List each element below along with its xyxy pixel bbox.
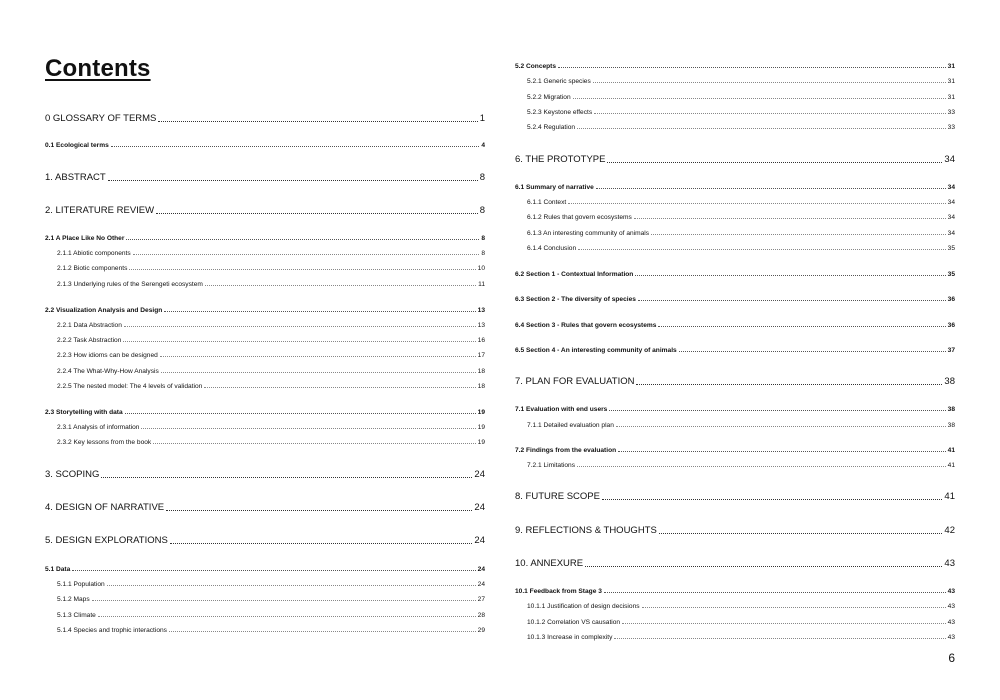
toc-entry-label: 5. DESIGN EXPLORATIONS: [45, 535, 168, 546]
toc-entry-label: 2. LITERATURE REVIEW: [45, 205, 155, 216]
toc-entry-label: 5.2.2 Migration: [527, 94, 571, 101]
toc-entry-page: 43: [947, 588, 955, 595]
dot-leader: [101, 477, 472, 478]
toc-entry-label: 5.1.1 Population: [57, 581, 105, 588]
dot-leader: [607, 162, 942, 163]
toc-entry[interactable]: [515, 376, 955, 387]
toc-entry[interactable]: [515, 525, 955, 536]
dot-leader: [153, 443, 475, 444]
toc-entry-label: 6.1.4 Conclusion: [527, 245, 577, 252]
toc-entry[interactable]: [515, 63, 955, 70]
toc-entry-page: 4: [481, 142, 485, 149]
dot-leader: [158, 121, 477, 122]
toc-entry[interactable]: [45, 581, 485, 588]
toc-entry-label: 2.3 Storytelling with data: [45, 409, 123, 416]
toc-entry-page: 33: [947, 124, 955, 131]
dot-leader: [609, 410, 945, 411]
dot-leader: [573, 98, 946, 99]
toc-entry-label: 2.2.3 How idioms can be designed: [57, 352, 158, 359]
dot-leader: [72, 570, 475, 571]
toc-entry[interactable]: [45, 424, 485, 431]
dot-leader: [578, 249, 946, 250]
dot-leader: [558, 67, 946, 68]
toc-entry-label: 10.1 Feedback from Stage 3: [515, 588, 602, 595]
toc-entry[interactable]: [515, 462, 955, 469]
toc-entry[interactable]: [45, 439, 485, 446]
toc-entry[interactable]: [45, 205, 485, 216]
toc-entry[interactable]: [45, 172, 485, 183]
toc-entry-label: 5.1.4 Species and trophic interactions: [57, 627, 167, 634]
toc-entry-page: 8: [481, 235, 485, 242]
toc-entry-page: 16: [477, 337, 485, 344]
toc-entry-label: 2.2.4 The What-Why-How Analysis: [57, 368, 159, 375]
toc-entry[interactable]: [515, 184, 955, 191]
toc-entry-label: 2.1 A Place Like No Other: [45, 235, 125, 242]
dot-leader: [204, 387, 475, 388]
toc-entry[interactable]: [515, 619, 955, 626]
dot-leader: [161, 372, 476, 373]
toc-entry-page: 43: [947, 603, 955, 610]
toc-entry-label: 5.2.1 Generic species: [527, 78, 591, 85]
toc-entry-page: 18: [477, 368, 485, 375]
toc-entry[interactable]: [515, 491, 955, 502]
toc-entry-page: 34: [947, 214, 955, 221]
toc-entry-label: 5.2 Concepts: [515, 63, 557, 70]
dot-leader: [614, 638, 945, 639]
toc-entry[interactable]: [45, 352, 485, 359]
toc-entry-label: 2.1.2 Biotic components: [57, 265, 128, 272]
toc-entry[interactable]: [45, 409, 485, 416]
toc-entry-label: 7.2.1 Limitations: [527, 462, 576, 469]
toc-entry-page: 35: [947, 271, 955, 278]
dot-leader: [156, 213, 478, 214]
dot-leader: [169, 631, 476, 632]
toc-entry-label: 8. FUTURE SCOPE: [515, 491, 600, 502]
toc-entry-page: 34: [947, 184, 955, 191]
toc-entry-page: 1: [479, 113, 485, 124]
dot-leader: [604, 592, 946, 593]
toc-entry[interactable]: [515, 447, 955, 454]
dot-leader: [124, 326, 476, 327]
toc-entry[interactable]: [45, 368, 485, 375]
toc-entry[interactable]: [45, 469, 485, 480]
toc-entry-page: 10: [477, 265, 485, 272]
dot-leader: [679, 351, 946, 352]
toc-entry[interactable]: [45, 627, 485, 634]
toc-entry[interactable]: [45, 383, 485, 390]
dot-leader: [141, 428, 475, 429]
toc-entry-page: 24: [474, 535, 485, 546]
toc-entry-page: 8: [479, 205, 485, 216]
toc-entry-label: 6. THE PROTOTYPE: [515, 154, 606, 165]
dot-leader: [642, 607, 946, 608]
toc-entry-label: 5.1 Data: [45, 566, 71, 573]
dot-leader: [651, 234, 946, 235]
dot-leader: [133, 254, 480, 255]
toc-entry-label: 6.3 Section 2 - The diversity of species: [515, 296, 636, 303]
toc-entry-label: 5.2.3 Keystone effects: [527, 109, 593, 116]
toc-entry-page: 41: [944, 491, 955, 502]
dot-leader: [205, 285, 476, 286]
toc-entry-label: 0.1 Ecological terms: [45, 142, 109, 149]
toc-entry-page: 36: [947, 296, 955, 303]
dot-leader: [123, 341, 475, 342]
toc-entry[interactable]: [515, 634, 955, 641]
toc-entry-label: 6.1 Summary of narrative: [515, 184, 594, 191]
toc-entry-page: 34: [947, 199, 955, 206]
toc-entry[interactable]: [515, 199, 955, 206]
toc-entry[interactable]: [515, 347, 955, 354]
toc-entry-label: 2.1.1 Abiotic components: [57, 250, 131, 257]
dot-leader: [585, 566, 942, 567]
dot-leader: [596, 188, 946, 189]
toc-entry[interactable]: [515, 214, 955, 221]
dot-leader: [602, 499, 942, 500]
toc-entry[interactable]: [515, 296, 955, 303]
dot-leader: [636, 384, 942, 385]
toc-entry-label: 7.2 Findings from the evaluation: [515, 447, 617, 454]
toc-entry[interactable]: [45, 596, 485, 603]
toc-entry-page: 31: [947, 94, 955, 101]
dot-leader: [577, 466, 946, 467]
toc-entry-label: 5.1.2 Maps: [57, 596, 90, 603]
toc-entry-page: 41: [947, 447, 955, 454]
toc-entry-page: 38: [944, 376, 955, 387]
toc-entry-label: 2.3.1 Analysis of information: [57, 424, 140, 431]
toc-entry-label: 6.1.2 Rules that govern ecosystems: [527, 214, 632, 221]
toc-entry[interactable]: [45, 612, 485, 619]
dot-leader: [111, 146, 480, 147]
dot-leader: [635, 275, 945, 276]
dot-leader: [659, 533, 943, 534]
toc-entry-label: 1. ABSTRACT: [45, 172, 106, 183]
toc-entry-page: 19: [477, 409, 485, 416]
toc-entry-page: 19: [477, 439, 485, 446]
toc-entry[interactable]: [515, 558, 955, 569]
toc-entry-label: 5.2.4 Regulation: [527, 124, 576, 131]
toc-entry-page: 8: [479, 172, 485, 183]
toc-entry[interactable]: [515, 422, 955, 429]
toc-entry[interactable]: [515, 406, 955, 413]
toc-entry[interactable]: [45, 113, 485, 124]
toc-entry[interactable]: [45, 322, 485, 329]
toc-entry-label: 2.2.5 The nested model: The 4 levels of validation: [57, 383, 203, 390]
toc-entry-page: 17: [477, 352, 485, 359]
toc-entry[interactable]: [45, 502, 485, 513]
toc-entry-page: 41: [947, 462, 955, 469]
toc-entry-page: 31: [947, 78, 955, 85]
toc-entry-page: 31: [947, 63, 955, 70]
toc-entry-page: 42: [944, 525, 955, 536]
toc-entry-label: 4. DESIGN OF NARRATIVE: [45, 502, 165, 513]
toc-entry-page: 37: [947, 347, 955, 354]
toc-entry-page: 18: [477, 383, 485, 390]
toc-entry[interactable]: [45, 142, 485, 149]
toc-entry-page: 38: [947, 406, 955, 413]
toc-entry-label: 7.1 Evaluation with end users: [515, 406, 608, 413]
toc-entry-page: 43: [947, 634, 955, 641]
toc-entry-page: 36: [947, 322, 955, 329]
dot-leader: [634, 218, 946, 219]
toc-entry-page: 35: [947, 245, 955, 252]
toc-entry[interactable]: [515, 230, 955, 237]
toc-entry[interactable]: [45, 307, 485, 314]
toc-entry-page: 13: [477, 322, 485, 329]
dot-leader: [107, 585, 476, 586]
toc-entry-page: 24: [477, 581, 485, 588]
toc-entry-page: 24: [477, 566, 485, 573]
dot-leader: [638, 300, 946, 301]
toc-entry[interactable]: [515, 588, 955, 595]
toc-entry[interactable]: [45, 281, 485, 288]
toc-entry[interactable]: [45, 566, 485, 573]
toc-entry-label: 2.2.1 Data Abstraction: [57, 322, 122, 329]
toc-entry[interactable]: [515, 603, 955, 610]
toc-entry-page: 29: [477, 627, 485, 634]
toc-entry-label: 10.1.1 Justification of design decisions: [527, 603, 640, 610]
dot-leader: [108, 180, 478, 181]
dot-leader: [164, 311, 475, 312]
toc-entry-label: 7. PLAN FOR EVALUATION: [515, 376, 635, 387]
toc-entry-label: 2.3.2 Key lessons from the book: [57, 439, 152, 446]
toc-entry-page: 13: [477, 307, 485, 314]
toc-entry[interactable]: [45, 265, 485, 272]
toc-entry[interactable]: [45, 250, 485, 257]
toc-entry-page: 28: [477, 612, 485, 619]
dot-leader: [170, 543, 473, 544]
toc-entry-label: 6.2 Section 1 - Contextual Information: [515, 271, 634, 278]
toc-entry[interactable]: [515, 94, 955, 101]
toc-entry[interactable]: [515, 271, 955, 278]
toc-entry-page: 38: [947, 422, 955, 429]
toc-entry-label: 5.1.3 Climate: [57, 612, 96, 619]
dot-leader: [126, 239, 479, 240]
dot-leader: [166, 510, 472, 511]
dot-leader: [658, 326, 945, 327]
dot-leader: [622, 623, 946, 624]
toc-entry-label: 6.5 Section 4 - An interesting community of animals: [515, 347, 677, 354]
toc-entry[interactable]: [515, 124, 955, 131]
toc-entry-page: 24: [474, 469, 485, 480]
dot-leader: [125, 413, 476, 414]
page-number: 6: [948, 651, 955, 665]
toc-entry-page: 27: [477, 596, 485, 603]
dot-leader: [593, 82, 946, 83]
toc-entry-label: 2.2.2 Task Abstraction: [57, 337, 122, 344]
toc-entry-label: 0 GLOSSARY OF TERMS: [45, 113, 157, 124]
dot-leader: [160, 356, 476, 357]
toc-entry-label: 10.1.3 Increase in complexity: [527, 634, 613, 641]
toc-entry-page: 34: [944, 154, 955, 165]
toc-entry-page: 33: [947, 109, 955, 116]
toc-entry-label: 6.4 Section 3 - Rules that govern ecosystems: [515, 322, 657, 329]
toc-entry-label: 2.2 Visualization Analysis and Design: [45, 307, 163, 314]
toc-entry[interactable]: [45, 535, 485, 546]
toc-entry-label: 10. ANNEXURE: [515, 558, 584, 569]
toc-entry[interactable]: [45, 235, 485, 242]
dot-leader: [594, 113, 946, 114]
toc-entry-label: 6.1.3 An interesting community of animals: [527, 230, 650, 237]
toc-entry-label: 3. SCOPING: [45, 469, 100, 480]
toc-entry-label: 9. REFLECTIONS & THOUGHTS: [515, 525, 657, 536]
page-title: Contents: [45, 55, 151, 82]
toc-entry-page: 11: [478, 281, 485, 288]
toc-entry[interactable]: [515, 78, 955, 85]
dot-leader: [577, 128, 946, 129]
toc-entry[interactable]: [45, 337, 485, 344]
toc-entry-label: 2.1.3 Underlying rules of the Serengeti ecosystem: [57, 281, 203, 288]
dot-leader: [129, 269, 475, 270]
dot-leader: [92, 600, 476, 601]
toc-entry-page: 43: [947, 619, 955, 626]
dot-leader: [618, 451, 946, 452]
toc-entry[interactable]: [515, 154, 955, 165]
toc-entry-label: 6.1.1 Context: [527, 199, 567, 206]
toc-entry-page: 43: [944, 558, 955, 569]
dot-leader: [568, 203, 945, 204]
dot-leader: [98, 616, 476, 617]
toc-entry-page: 19: [477, 424, 485, 431]
dot-leader: [616, 426, 946, 427]
toc-entry[interactable]: [515, 109, 955, 116]
toc-entry-page: 24: [474, 502, 485, 513]
toc-entry[interactable]: [515, 322, 955, 329]
toc-entry-page: 34: [947, 230, 955, 237]
toc-entry-label: 10.1.2 Correlation VS causation: [527, 619, 621, 626]
toc-entry-page: 8: [481, 250, 485, 257]
toc-entry-label: 7.1.1 Detailed evaluation plan: [527, 422, 614, 429]
toc-entry[interactable]: [515, 245, 955, 252]
